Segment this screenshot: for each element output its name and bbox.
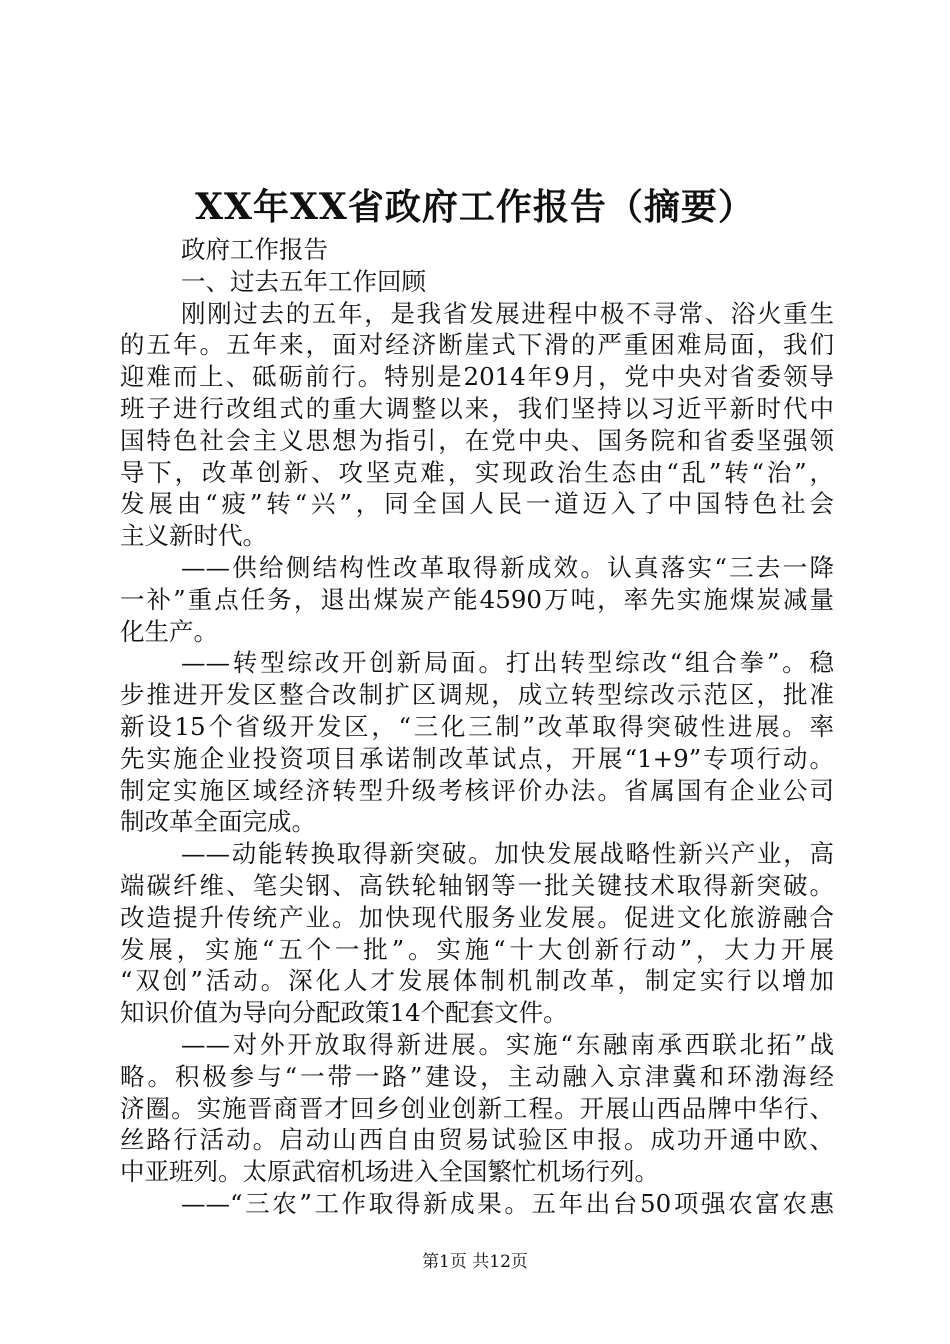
text-line: 迎难而上、砥砺前行。特别是2014年9月，党中央对省委领导 <box>120 362 834 392</box>
text-line: 先实施企业投资项目承诺制改革试点，开展“1+9”专项行动。 <box>120 743 834 773</box>
document-title: XX年XX省政府工作报告（摘要） <box>195 186 755 228</box>
text-line: 中亚班列。太原武宿机场进入全国繁忙机场行列。 <box>120 1157 659 1187</box>
text-line: 知识价值为导向分配政策14个配套文件。 <box>120 998 568 1028</box>
text-line: 改造提升传统产业。加快现代服务业发展。促进文化旅游融合 <box>120 902 834 932</box>
text-line: 班子进行改组式的重大调整以来，我们坚持以习近平新时代中 <box>120 393 834 423</box>
text-line: 导下，改革创新、攻坚克难，实现政治生态由“乱”转“治”， <box>120 457 834 487</box>
text-line: ——对外开放取得新进展。实施“东融南承西联北拓”战 <box>181 1029 834 1059</box>
text-line: 丝路行活动。启动山西自由贸易试验区申报。成功开通中欧、 <box>120 1125 834 1155</box>
text-line: 刚刚过去的五年，是我省发展进程中极不寻常、浴火重生 <box>181 298 834 328</box>
text-line: 济圈。实施晋商晋才回乡创业创新工程。开展山西品牌中华行、 <box>120 1093 834 1123</box>
text-line: 一、过去五年工作回顾 <box>181 266 426 296</box>
text-line: ——供给侧结构性改革取得新成效。认真落实“三去一降 <box>181 552 834 582</box>
text-line: 新设15个省级开发区，“三化三制”改革取得突破性进展。率 <box>120 711 834 741</box>
text-line: 化生产。 <box>120 616 218 646</box>
text-line: 一补”重点任务，退出煤炭产能4590万吨，率先实施煤炭减量 <box>120 584 834 614</box>
text-line: ——动能转换取得新突破。加快发展战略性新兴产业，高 <box>181 839 834 869</box>
text-line: 政府工作报告 <box>181 235 328 264</box>
text-line: “双创”活动。深化人才发展体制机制改革，制定实行以增加 <box>120 966 834 996</box>
text-line: 主义新时代。 <box>120 521 267 551</box>
text-line: 制定实施区域经济转型升级考核评价办法。省属国有企业公司 <box>120 775 834 805</box>
text-line: 步推进开发区整合改制扩区调规，成立转型综改示范区，批准 <box>120 680 834 710</box>
text-line: ——转型综改开创新局面。打出转型综改“组合拳”。稳 <box>181 648 834 678</box>
text-line: 略。积极参与“一带一路”建设，主动融入京津冀和环渤海经 <box>120 1061 834 1091</box>
text-line: 的五年。五年来，面对经济断崖式下滑的严重困难局面，我们 <box>120 330 834 360</box>
text-line: 发展，实施“五个一批”。实施“十大创新行动”，大力开展 <box>120 934 834 964</box>
text-line: 制改革全面完成。 <box>120 807 316 837</box>
text-line: 国特色社会主义思想为指引，在党中央、国务院和省委坚强领 <box>120 425 834 455</box>
text-line: ——“三农”工作取得新成果。五年出台50项强农富农惠 <box>181 1188 834 1218</box>
page-footer: 第1页 共12页 <box>422 1252 528 1272</box>
text-line: 端碳纤维、笔尖钢、高铁轮轴钢等一批关键技术取得新突破。 <box>120 870 834 900</box>
document-body <box>120 234 834 1220</box>
text-line: 发展由“疲”转“兴”，同全国人民一道迈入了中国特色社会 <box>120 489 834 519</box>
